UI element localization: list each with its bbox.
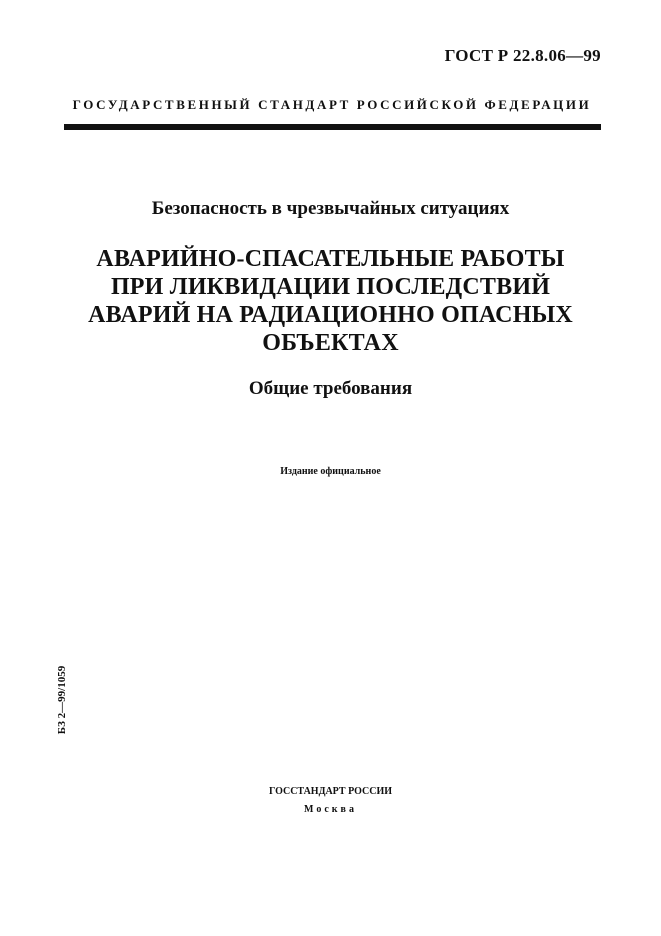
series-title: Безопасность в чрезвычайных ситуациях	[151, 198, 510, 219]
main-title-line: ОБЪЕКТАХ	[262, 330, 399, 356]
publication-city: Москва	[304, 804, 357, 815]
main-title-line: ПРИ ЛИКВИДАЦИИ ПОСЛЕДСТВИЙ	[110, 274, 551, 300]
main-title-line: АВАРИЙ НА РАДИАЦИОННО ОПАСНЫХ	[88, 302, 573, 328]
edition-note: Издание официальное	[280, 466, 381, 477]
publisher-name: ГОССТАНДАРТ РОССИИ	[268, 786, 393, 797]
main-title-line: АВАРИЙНО-СПАСАТЕЛЬНЫЕ РАБОТЫ	[96, 246, 565, 272]
header-divider-rule	[64, 124, 601, 130]
state-standard-heading: ГОСУДАРСТВЕННЫЙ СТАНДАРТ РОССИЙСКОЙ ФЕДЕРАЦИИ	[72, 97, 592, 112]
subtitle: Общие требования	[248, 378, 413, 399]
gost-number: ГОСТ Р 22.8.06—99	[444, 46, 601, 65]
main-title	[40, 245, 621, 357]
side-catalog-code: БЗ 2—99/1059	[56, 665, 68, 735]
